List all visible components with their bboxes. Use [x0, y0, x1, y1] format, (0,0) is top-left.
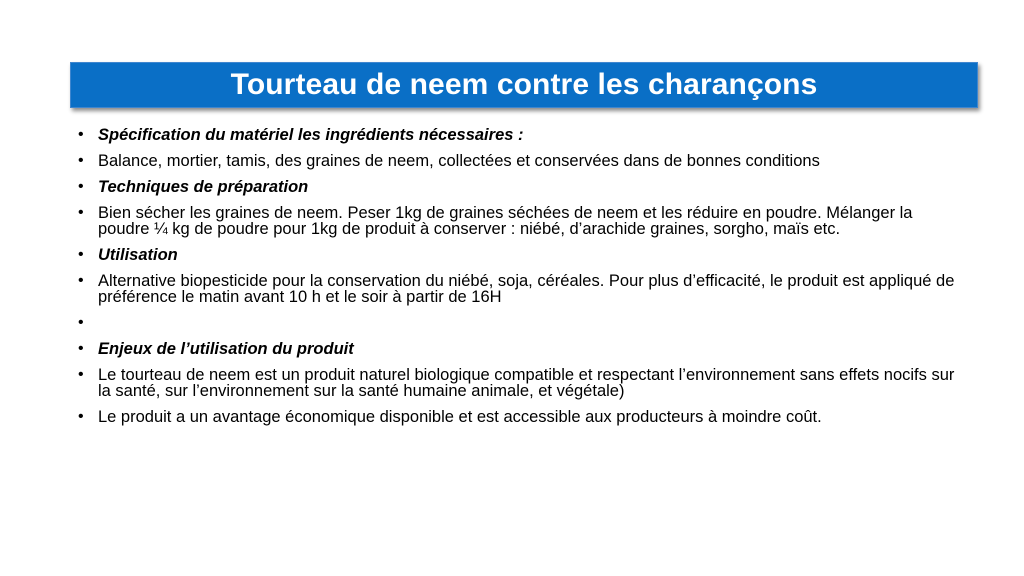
- bullet-dot-icon: •: [78, 314, 84, 331]
- bullet-item: [76, 179, 956, 195]
- bullet-item: [76, 273, 956, 305]
- bullet-text: Utilisation: [98, 246, 178, 264]
- bullet-list: [76, 127, 956, 435]
- bullet-dot-icon: •: [78, 272, 84, 289]
- bullet-text: Alternative biopesticide pour la conservation du niébé, soja, céréales. Pour plus d’efficacité, le produit est appliqué de préférence le matin avant 10 h et le soir à partir de 16H: [98, 272, 955, 306]
- bullet-text: Balance, mortier, tamis, des graines de neem, collectées et conservées dans de bonnes conditions: [98, 152, 820, 170]
- bullet-item: [76, 127, 956, 143]
- bullet-dot-icon: •: [78, 152, 84, 169]
- bullet-item-empty: [76, 315, 956, 331]
- bullet-dot-icon: •: [78, 246, 84, 263]
- bullet-dot-icon: •: [78, 178, 84, 195]
- bullet-text: Enjeux de l’utilisation du produit: [98, 340, 354, 358]
- bullet-dot-icon: •: [78, 204, 84, 221]
- bullet-text: Spécification du matériel les ingrédients nécessaires :: [98, 126, 524, 144]
- bullet-item: [76, 367, 956, 399]
- bullet-text: Techniques de préparation: [98, 178, 309, 196]
- bullet-text: Le tourteau de neem est un produit naturel biologique compatible et respectant l’environnement sans effets nocifs sur la santé, sur l’environnement sur la santé humaine animale, et végétale): [98, 366, 955, 400]
- bullet-item: [76, 409, 956, 425]
- bullet-item: [76, 205, 956, 237]
- bullet-text: Le produit a un avantage économique disponible et est accessible aux producteurs à moindre coût.: [98, 408, 822, 426]
- bullet-dot-icon: •: [78, 340, 84, 357]
- bullet-item: [76, 153, 956, 169]
- bullet-dot-icon: •: [78, 126, 84, 143]
- bullet-text: Bien sécher les graines de neem. Peser 1kg de graines séchées de neem et les réduire en poudre. Mélanger la poudre ¼ kg de poudre pour 1kg de produit à conserver : niébé, d’arachide graines, sorgho, maïs etc.: [98, 204, 913, 238]
- bullet-item: [76, 247, 956, 263]
- title-bar: [70, 62, 978, 108]
- bullet-dot-icon: •: [78, 366, 84, 383]
- slide-title: Tourteau de neem contre les charançons: [230, 68, 818, 101]
- bullet-item: [76, 341, 956, 357]
- bullet-dot-icon: •: [78, 408, 84, 425]
